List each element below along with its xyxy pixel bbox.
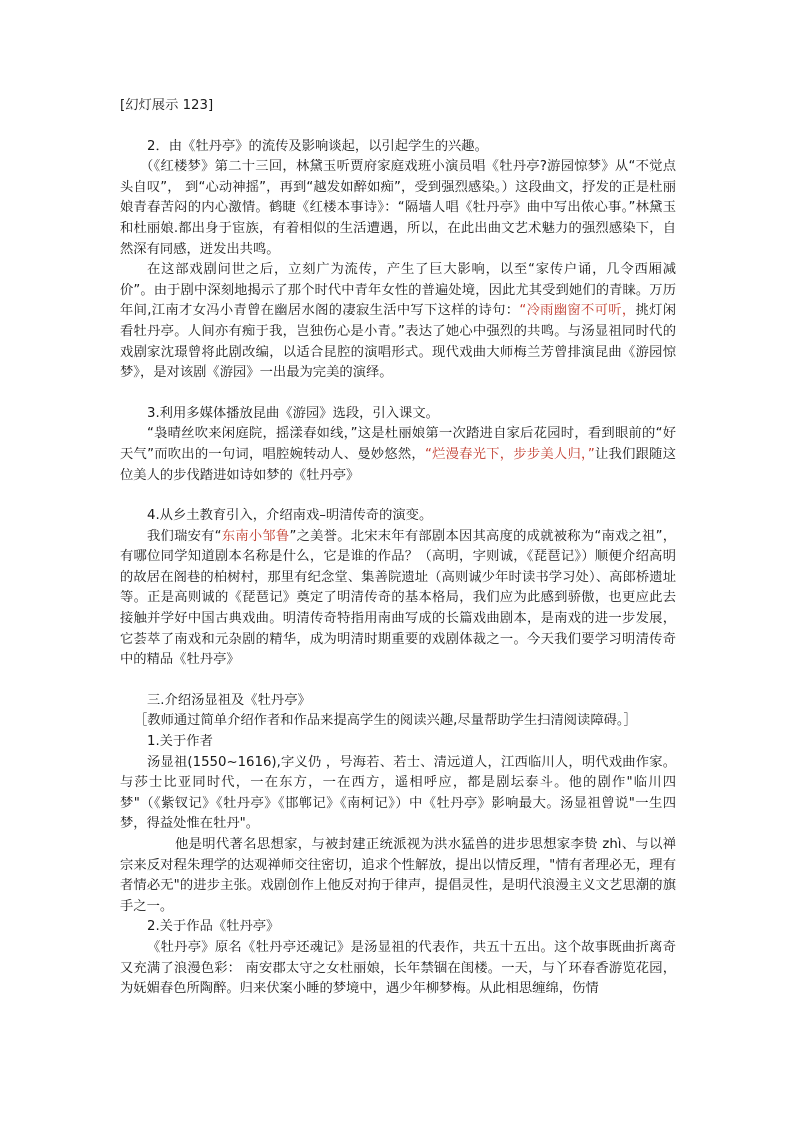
- part-3-title: 三.介绍汤显祖及《牡丹亭》: [147, 692, 311, 708]
- teacher-note: ［教师通过简单介绍作者和作品来提高学生的阅读兴趣,尽量帮助学生扫清阅读障碍。］: [134, 713, 637, 729]
- section-2-para-2b: 挑灯闲看牡丹亭。人间亦有痴于我，岂独伤心是小青。”表达了她心中强烈的共鸣。与汤显祖同时代的戏剧家沈璟曾将此剧改编，以适合昆腔的演唱形式。现代戏曲大师梅兰芳曾排演昆曲《游园惊梦》，是对该剧《游园》一出最为完美的演绎。: [120, 303, 677, 381]
- section-4-para: [120, 527, 676, 671]
- document-page: [120, 96, 676, 1000]
- poem-quote: “冷雨幽窗不可听，: [519, 303, 636, 319]
- section-2-para-2a: 在这部戏剧问世之后，立刻广为流传，产生了巨大影响，以至“家传户诵，几令西厢减价”。由于剧中深刻地揭示了那个时代中青年女性的普遍处境，因此尤其受到她们的青睐。万历年间,江南才女冯小青曾在幽居水阁的凄寂生活中写下这样的诗句：: [120, 262, 676, 319]
- section-2-title: 2．由《牡丹亭》的流传及影响谈起，以引起学生的兴趣。: [147, 138, 488, 154]
- slide-note: [幻灯展示 123]: [120, 98, 214, 113]
- section-2-para-1-text: （《红楼梦》第二十三回，林黛玉听贾府家庭戏班小演员唱《牡丹亭?游园惊梦》从“不觉点头自叹”， 到“心动神摇”，再到“越发如醉如痴”，受到强烈感染。）这段曲文，抒发的正是杜丽娘青春苦闷的内心激情。鹤睫《红楼本事诗》：“隔墙人唱《牡丹亭》曲中写出侬心事。”林黛玉和杜丽娘.都出身于宦族，有着相似的生活遭遇，所以，在此出曲文艺术魅力的强烈感染下，自然深有同感，迸发出共鸣。: [120, 159, 676, 257]
- section-4-para-b: ”之美誉。北宋末年有部剧本因其高度的成就被称为“南戏之祖”，有哪位同学知道剧本名称是什么，它是谁的作品？（高明，字则诚，《琵琶记》）顺便介绍高明的故居在阁巷的柏树村，那里有纪念堂、集善院遗址（高则诚少年时读书学习处）、高郎桥遗址等。正是高则诚的《琵琶记》奠定了明清传奇的基本格局，我们应为此感到骄傲，也更应此去接触并学好中国古典戏曲。明清传奇特指用南曲写成的长篇戏曲剧本，是南戏的进一步发展，它荟萃了南戏和元杂剧的精华，成为明清时期重要的戏剧体裁之一。今天我们要学习明清传奇中的精品《牡丹亭》: [120, 528, 677, 668]
- section-4-title: 4.从乡土教育引入，介绍南戏–明清传奇的演变。: [147, 508, 433, 524]
- author-para-2: 他是明代著名思想家，与被封建正统派视为洪水猛兽的进步思想家李贽 zhì、与以禅宗来反对程朱理学的达观禅师交往密切，追求个性解放，提出以情反理，"情有者理必无，理有者情必无"的进步主张。戏剧创作上他反对拘于律声，提倡灵性，是明代浪漫主义文艺思潮的旗手之一。: [120, 837, 676, 914]
- lyric-quote: “烂漫春光下，步步美人归，”: [424, 446, 595, 462]
- work-heading: 2.关于作品《牡丹亭》: [147, 919, 280, 935]
- section-3-title: 3.利用多媒体播放昆曲《游园》选段，引入课文。: [147, 405, 439, 421]
- motto-quote: 东南小邹鲁: [221, 528, 290, 544]
- section-4-para-a: 我们瑞安有“: [147, 528, 222, 544]
- section-3-para-a: “袅晴丝吹来闲庭院，摇漾春如线，”这是杜丽娘第一次踏进自家后花园时，看到眼前的“好天气”而吹出的一句词，唱腔婉转动人、曼妙悠然，: [120, 426, 676, 462]
- section-3-para: [120, 424, 676, 486]
- section-2-para-2: [120, 260, 676, 384]
- work-para: 《牡丹亭》原名《牡丹亭还魂记》是汤显祖的代表作，共五十五出。这个故事既曲折离奇又充满了浪漫色彩： 南安郡太守之女杜丽娘，长年禁锢在闺楼。一天，与丫环春香游览花园，为妩媚春色所陶醉。归来伏案小睡的梦境中，遇少年柳梦梅。从此相思缠绵，伤情: [120, 939, 676, 997]
- section-2-para-1: [120, 157, 676, 260]
- section-3-para-b: 让我们跟随这位美人的步伐踏进如诗如梦的《牡丹亭》: [120, 446, 677, 483]
- author-para-1: 汤显祖(1550~1616),字义仍 ，号海若、若士、清远道人，江西临川人，明代戏曲作家。与莎士比亚同时代，一在东方，一在西方，遥相呼应，都是剧坛泰斗。他的剧作"临川四梦"（《紫钗记》《牡丹亭》《邯郸记》《南柯记》）中《牡丹亭》影响最大。汤显祖曾说"一生四梦，得益处惟在牡丹"。: [120, 754, 676, 832]
- author-heading: 1.关于作者: [147, 734, 213, 750]
